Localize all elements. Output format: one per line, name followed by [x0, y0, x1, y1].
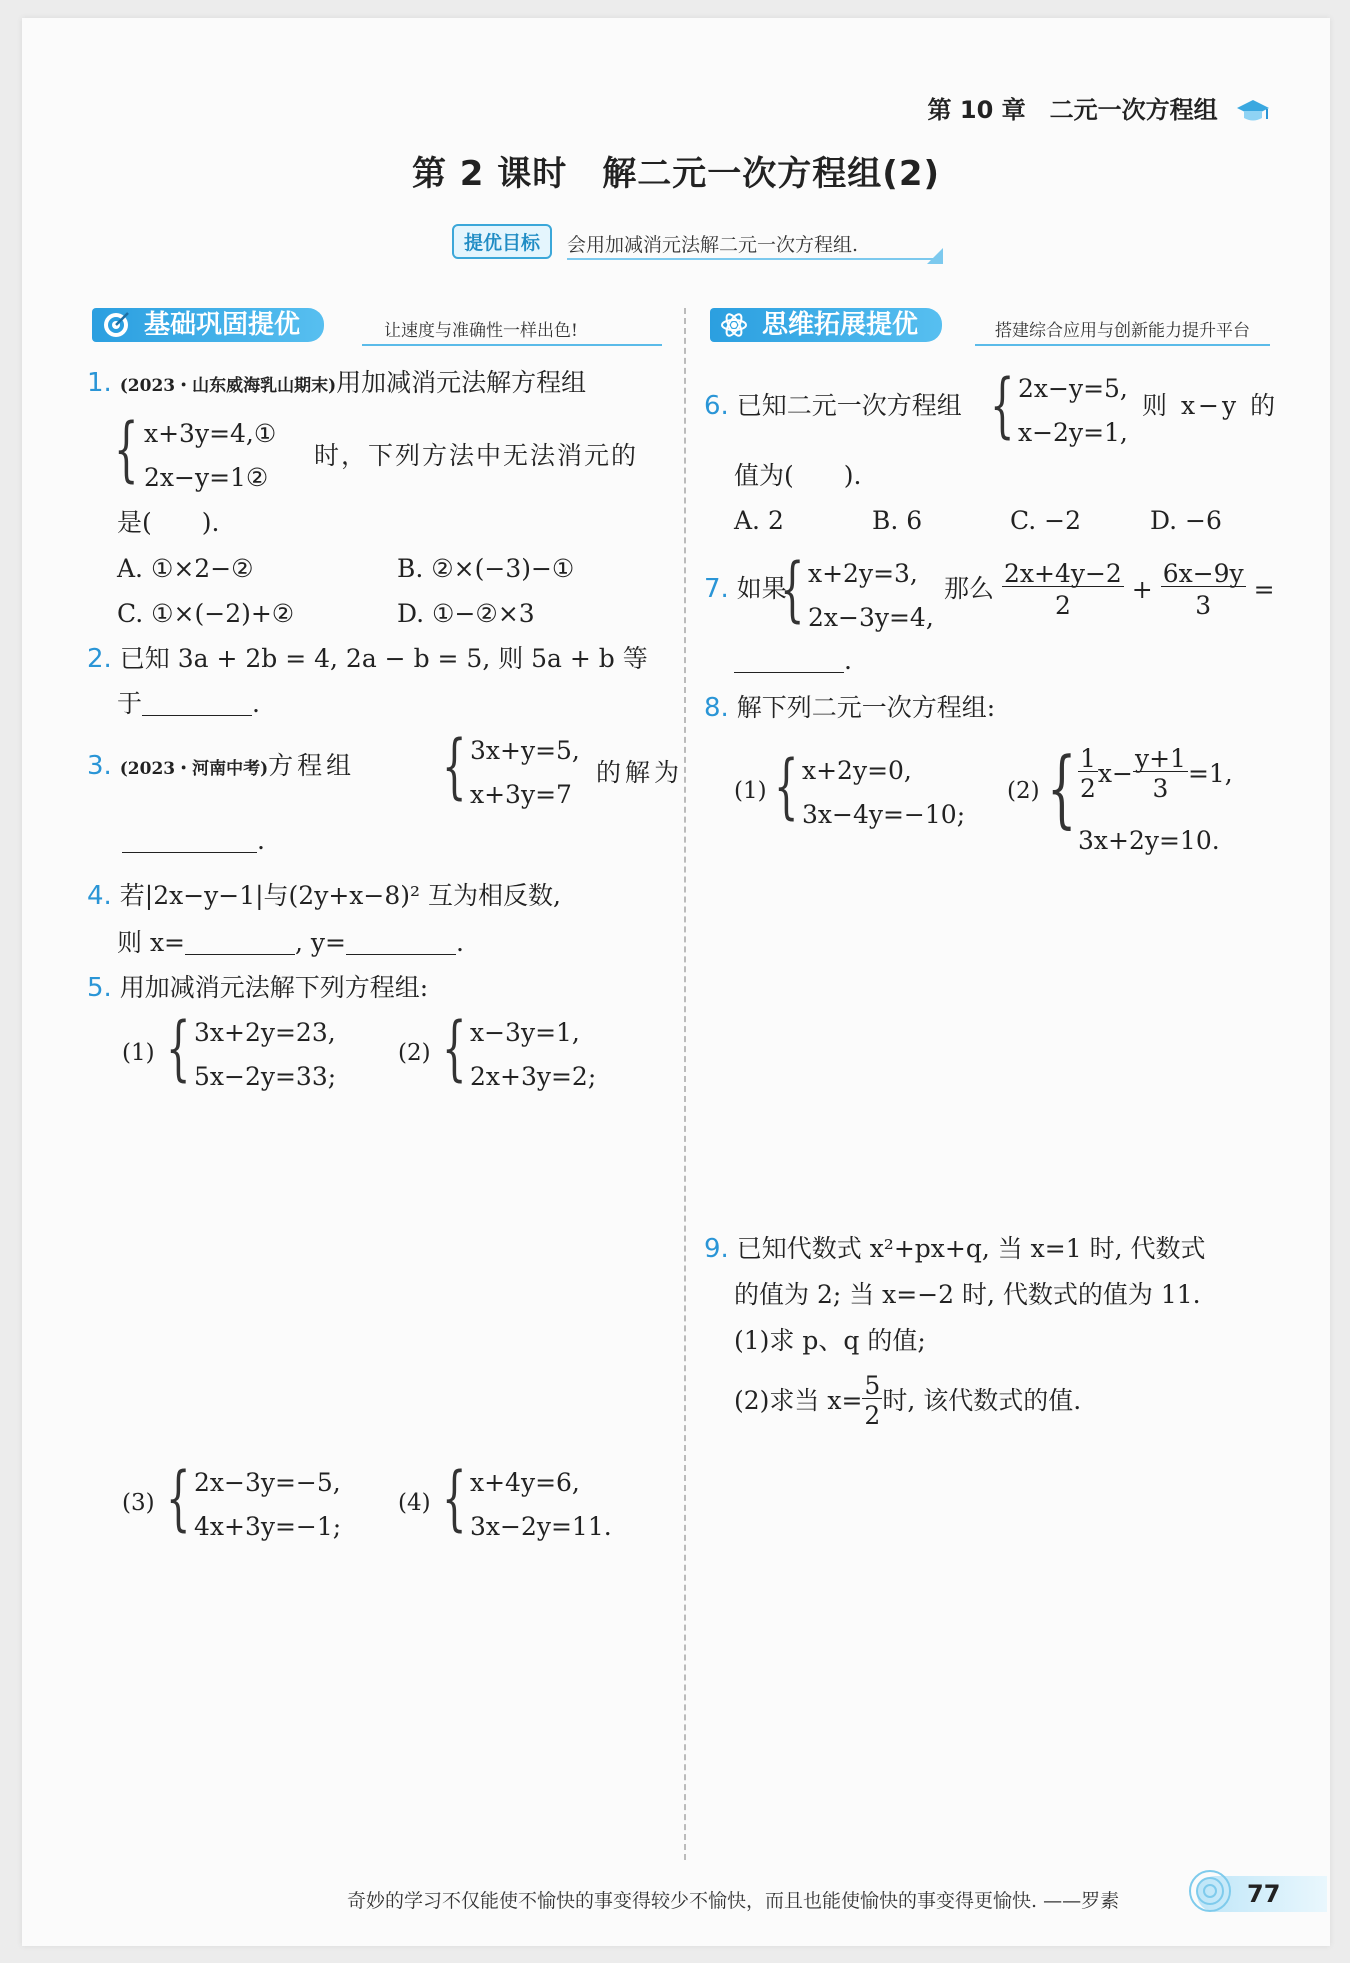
system-brace: { — [166, 1007, 191, 1089]
system-brace: { — [774, 745, 799, 827]
question-source: (2023・河南中考) — [119, 759, 269, 779]
q1-option-a[interactable]: A. ①×2−② — [117, 554, 254, 583]
question-7-line-2 — [734, 648, 852, 673]
question-text: 已知代数式 x²+px+q, 当 x=1 时, 代数式 — [736, 1234, 1206, 1263]
q5-2-equation-2: 2x+3y=2; — [470, 1062, 597, 1091]
system-brace: { — [990, 364, 1015, 446]
q7-expression — [1002, 561, 1275, 618]
q7-equation-1: x+2y=3, — [808, 559, 918, 588]
fraction-y-plus-1 — [1133, 746, 1188, 801]
q6-option-d[interactable]: D. −6 — [1150, 506, 1222, 535]
q6-equation-1: 2x−y=5, — [1018, 374, 1128, 403]
goal-badge: 提优目标 — [452, 224, 552, 259]
equation-rhs: =1, — [1187, 759, 1233, 788]
q7-text-mid: 那么 — [944, 574, 995, 603]
section-label-basic: 基础巩固提优 — [92, 308, 324, 342]
q5-4-equation-1: x+4y=6, — [470, 1468, 580, 1497]
q8-1-equation-2: 3x−4y=−10; — [802, 800, 966, 829]
question-text: 已知 3a + 2b = 4, 2a − b = 5, 则 5a + b 等 — [119, 644, 648, 673]
system-brace: { — [114, 408, 139, 490]
q5-3-equation-1: 2x−3y=−5, — [194, 1468, 341, 1497]
punctuation: . — [257, 826, 265, 855]
system-brace: { — [166, 1457, 191, 1539]
section-underline — [362, 344, 662, 346]
q8-2-equation-1 — [1078, 746, 1233, 801]
q5-part-4-label: (4) — [398, 1490, 431, 1516]
question-text: 若|2x−y−1|与(2y+x−8)² 互为相反数, — [119, 881, 561, 910]
question-text: 时, 该代数式的值. — [882, 1386, 1082, 1415]
q1-answer-bracket: 是( ). — [117, 508, 220, 537]
question-number: 4. — [87, 881, 112, 911]
q6-option-a[interactable]: A. 2 — [734, 506, 784, 535]
section-label-extension: 思维拓展提优 — [710, 308, 942, 342]
q4-y-answer-blank[interactable] — [346, 930, 456, 955]
q8-1-equation-1: x+2y=0, — [802, 756, 912, 785]
q5-4-equation-2: 3x−2y=11. — [470, 1512, 612, 1541]
equals-sign: = — [1253, 575, 1275, 604]
q6-equation-2: x−2y=1, — [1018, 418, 1128, 447]
punctuation: . — [844, 646, 852, 675]
q1-option-c[interactable]: C. ①×(−2)+② — [117, 599, 295, 628]
page-number: 77 — [1247, 1880, 1281, 1908]
graduation-cap-icon — [1236, 97, 1270, 125]
question-number: 3. — [87, 751, 112, 781]
q3-text-tail: 的解为 — [596, 758, 684, 787]
q8-2-equation-2: 3x+2y=10. — [1078, 826, 1220, 855]
fraction-2 — [1161, 561, 1246, 618]
system-brace: { — [442, 1007, 467, 1089]
fraction-denominator: 3 — [1195, 591, 1212, 620]
question-number: 1. — [87, 368, 112, 398]
q3-equation-2: x+3y=7 — [470, 780, 572, 809]
goal-corner-decoration — [927, 248, 943, 264]
q7-answer-blank[interactable] — [734, 648, 844, 673]
question-text: 则 x= — [117, 928, 185, 957]
plus-sign: + — [1131, 575, 1153, 604]
question-text: 已知二元一次方程组 — [736, 391, 962, 420]
question-text: 用加减消元法解方程组 — [336, 368, 587, 397]
system-brace: { — [780, 548, 805, 630]
fraction-denominator: 2 — [1054, 591, 1071, 620]
workbook-page — [22, 18, 1330, 1946]
question-5-line-1 — [87, 975, 428, 1001]
q5-part-1-label: (1) — [122, 1040, 155, 1066]
question-3-line-2 — [122, 828, 265, 853]
question-9-line-1 — [704, 1236, 1205, 1262]
question-9-line-2: 的值为 2; 当 x=−2 时, 代数式的值为 11. — [734, 1280, 1201, 1309]
atom-icon — [720, 311, 748, 339]
question-8-line-1 — [704, 695, 995, 721]
q6-option-c[interactable]: C. −2 — [1010, 506, 1081, 535]
question-number: 8. — [704, 693, 729, 723]
q6-option-b[interactable]: B. 6 — [872, 506, 923, 535]
question-1-line-1 — [87, 370, 586, 396]
q8-part-2-label: (2) — [1007, 778, 1040, 804]
fraction-numerator: 2x+4y−2 — [1004, 559, 1122, 588]
q5-part-3-label: (3) — [122, 1490, 155, 1516]
goal-underline — [567, 258, 937, 260]
question-text: 如果 — [736, 574, 787, 603]
question-text: (2)求当 x= — [734, 1386, 863, 1415]
q7-equation-2: 2x−3y=4, — [808, 603, 934, 632]
lesson-title: 第 2 课时 解二元一次方程组(2) — [411, 154, 941, 194]
question-2-line-2 — [117, 691, 260, 716]
question-7-line-1 — [704, 576, 787, 602]
question-text: 用加减消元法解下列方程组: — [119, 973, 429, 1002]
section-subtitle-extension: 搭建综合应用与创新能力提升平台 — [995, 321, 1250, 341]
target-icon — [102, 311, 130, 339]
q5-3-equation-2: 4x+3y=−1; — [194, 1512, 342, 1541]
q5-1-equation-2: 5x−2y=33; — [194, 1062, 337, 1091]
fraction-numerator: 1 — [1080, 744, 1096, 773]
fraction-numerator: y+1 — [1134, 744, 1186, 773]
question-text: 解下列二元一次方程组: — [736, 693, 996, 722]
punctuation: . — [252, 689, 260, 718]
footer-quote: 奇妙的学习不仅能使不愉快的事变得较少不愉快，而且也能使愉快的事变得更愉快. ——罗素 — [347, 1890, 1120, 1912]
question-text: 于 — [117, 689, 143, 718]
q6-text-tail: 则 x−y 的 — [1142, 391, 1279, 420]
q8-part-1-label: (1) — [734, 778, 767, 804]
fraction-half — [1078, 746, 1098, 801]
question-6-line-1 — [704, 393, 962, 419]
fraction-numerator: 6x−9y — [1162, 559, 1244, 588]
q9-subquestion-2 — [734, 1373, 1081, 1428]
system-brace: { — [442, 1457, 467, 1539]
q1-equation-1: x+3y=4,① — [144, 419, 277, 448]
section-subtitle-basic: 让速度与准确性一样出色! — [384, 321, 578, 341]
section-underline — [975, 344, 1270, 346]
question-4-line-2 — [117, 930, 464, 955]
question-text: 方程组 — [268, 751, 356, 780]
question-source: (2023・山东威海乳山期末) — [119, 376, 337, 396]
fraction-five-halves — [862, 1373, 882, 1428]
fraction-denominator: 3 — [1152, 774, 1169, 803]
q2-answer-blank[interactable] — [142, 691, 252, 716]
question-2-line-1 — [87, 646, 648, 672]
q9-subquestion-1: (1)求 p、q 的值; — [734, 1326, 926, 1355]
fraction-denominator: 2 — [1080, 774, 1096, 803]
fraction-numerator: 5 — [864, 1371, 881, 1400]
goal-text: 会用加减消元法解二元一次方程组. — [567, 234, 859, 256]
fraction-1 — [1002, 561, 1124, 618]
q5-part-2-label: (2) — [398, 1040, 431, 1066]
section-header-extension — [710, 308, 1270, 346]
question-number: 7. — [704, 574, 729, 604]
question-3-line-1 — [87, 753, 355, 779]
spiral-icon — [1187, 1868, 1233, 1914]
q4-x-answer-blank[interactable] — [185, 930, 295, 955]
q1-equation-2: 2x−y=1② — [144, 463, 269, 492]
q6-answer-bracket: 值为( ). — [734, 461, 862, 490]
q5-2-equation-1: x−3y=1, — [470, 1018, 580, 1047]
q1-option-b[interactable]: B. ②×(−3)−① — [397, 554, 575, 583]
chapter-text: 第 10 章 二元一次方程组 — [927, 96, 1218, 124]
chapter-heading — [928, 90, 1270, 125]
q5-1-equation-1: 3x+2y=23, — [194, 1018, 336, 1047]
question-number: 5. — [87, 973, 112, 1003]
equation-term: x− — [1097, 759, 1133, 788]
column-divider — [684, 308, 686, 1860]
q1-option-d[interactable]: D. ①−②×3 — [397, 599, 535, 628]
question-text: , y= — [295, 928, 346, 957]
question-number: 6. — [704, 391, 729, 421]
q3-answer-blank[interactable] — [122, 828, 257, 853]
punctuation: . — [455, 928, 464, 957]
question-number: 9. — [704, 1234, 729, 1264]
system-brace: { — [442, 725, 467, 807]
q1-text-tail: 时，下列方法中无法消元的 — [314, 441, 639, 470]
question-number: 2. — [87, 644, 112, 674]
fraction-denominator: 2 — [864, 1401, 881, 1430]
q3-equation-1: 3x+y=5, — [470, 736, 580, 765]
question-4-line-1 — [87, 883, 561, 909]
section-header-basic — [92, 308, 662, 346]
system-brace: { — [1047, 739, 1077, 837]
